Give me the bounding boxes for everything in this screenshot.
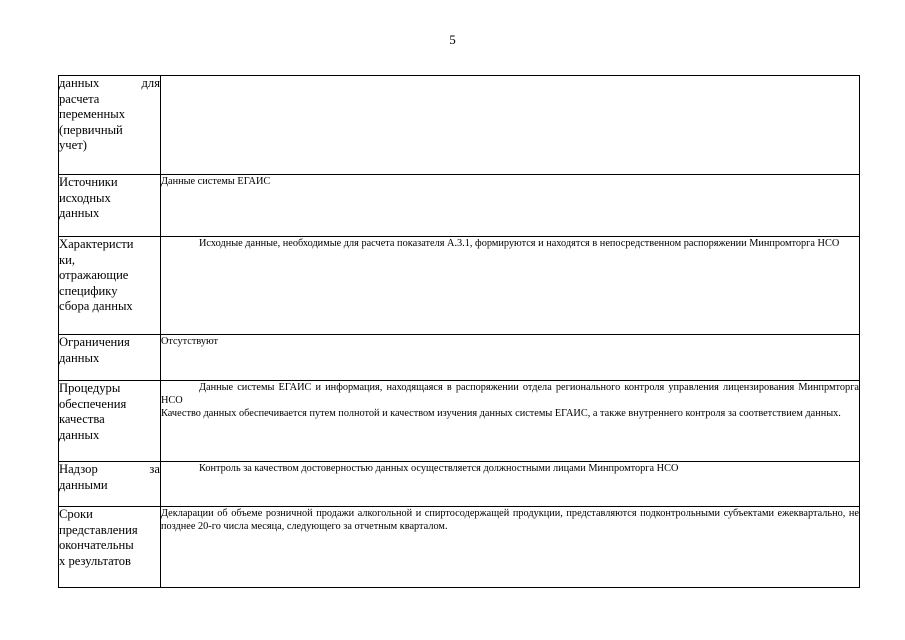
row-label-line: Надзор за [59,462,160,476]
row-label-line: (первичный [59,122,123,137]
row-content-text: Качество данных обеспечивается путем полнотой и качеством изучения данных системы ЕГАИС, а также внутреннего контроля за соответствием данных. [161,408,841,419]
row-label-line: Процедуры [59,381,121,395]
table-row [59,76,860,175]
row-label-cell [59,237,161,335]
row-label-line: х результатов [59,553,131,568]
row-label-line: Ограничения [59,335,130,349]
row-label-cell [59,175,161,237]
row-content-text: Данные системы ЕГАИС [161,176,271,187]
row-label-cell [59,381,161,462]
table-row [59,335,860,381]
row-label-line: отражающие [59,268,129,283]
table-row [59,237,860,335]
row-content-text: Отсутствуют [161,336,219,347]
row-label-line: окончательны [59,538,134,553]
row-label-line: данных [59,427,100,442]
row-label-line: переменных [59,107,126,122]
row-label-line: данных [59,350,100,365]
table-row [59,381,860,462]
row-label-line: обеспечения [59,396,127,411]
row-label-cell [59,76,161,175]
row-content-cell [161,462,860,507]
row-content-cell [161,381,860,462]
page-number: 5 [449,32,456,47]
row-label-line: исходных [59,190,111,205]
row-label-line: представления [59,522,138,537]
row-label-cell [59,335,161,381]
row-label-line: данных [59,206,100,221]
row-content-cell [161,237,860,335]
row-label-line: учет) [59,138,87,153]
row-label-line: Источники [59,175,118,189]
table-row [59,175,860,237]
table-row [59,462,860,507]
row-content-text: Контроль за качеством достоверностью данных осуществляется должностными лицами Минпромторга НСО [199,463,679,474]
row-content-text: Исходные данные, необходимые для расчета показателя А.3.1, формируются и находятся в непосредственном распоряжении Минпромторга НСО [199,238,840,249]
row-label-line: данных для [59,76,160,90]
row-label-line: Сроки [59,507,93,521]
row-content-cell [161,507,860,588]
row-label-line: качества [59,412,105,427]
passport-table [58,75,860,588]
row-content-cell [161,335,860,381]
table-row [59,507,860,588]
row-label-line: специфику [59,283,118,298]
row-content-cell [161,175,860,237]
row-label-line: Характеристи [59,237,134,251]
row-content-text: Данные системы ЕГАИС и информация, находящаяся в распоряжении отдела регионального контроля управления лицензирования Минпрмторга НСО [161,382,859,406]
row-content-text: Декларации об объеме розничной продажи алкогольной и спиртосодержащей продукции, представляются подконтрольными субъектами ежеквартально, не позднее 20-го числа месяца, следующего за отчетным кварталом. [161,508,859,532]
row-content-cell [161,76,860,175]
row-label-line: сбора данных [59,299,133,314]
row-label-cell [59,507,161,588]
row-label-line: ки, [59,252,76,267]
row-label-cell [59,462,161,507]
row-label-line: расчета [59,91,100,106]
row-label-line: данными [59,477,108,492]
